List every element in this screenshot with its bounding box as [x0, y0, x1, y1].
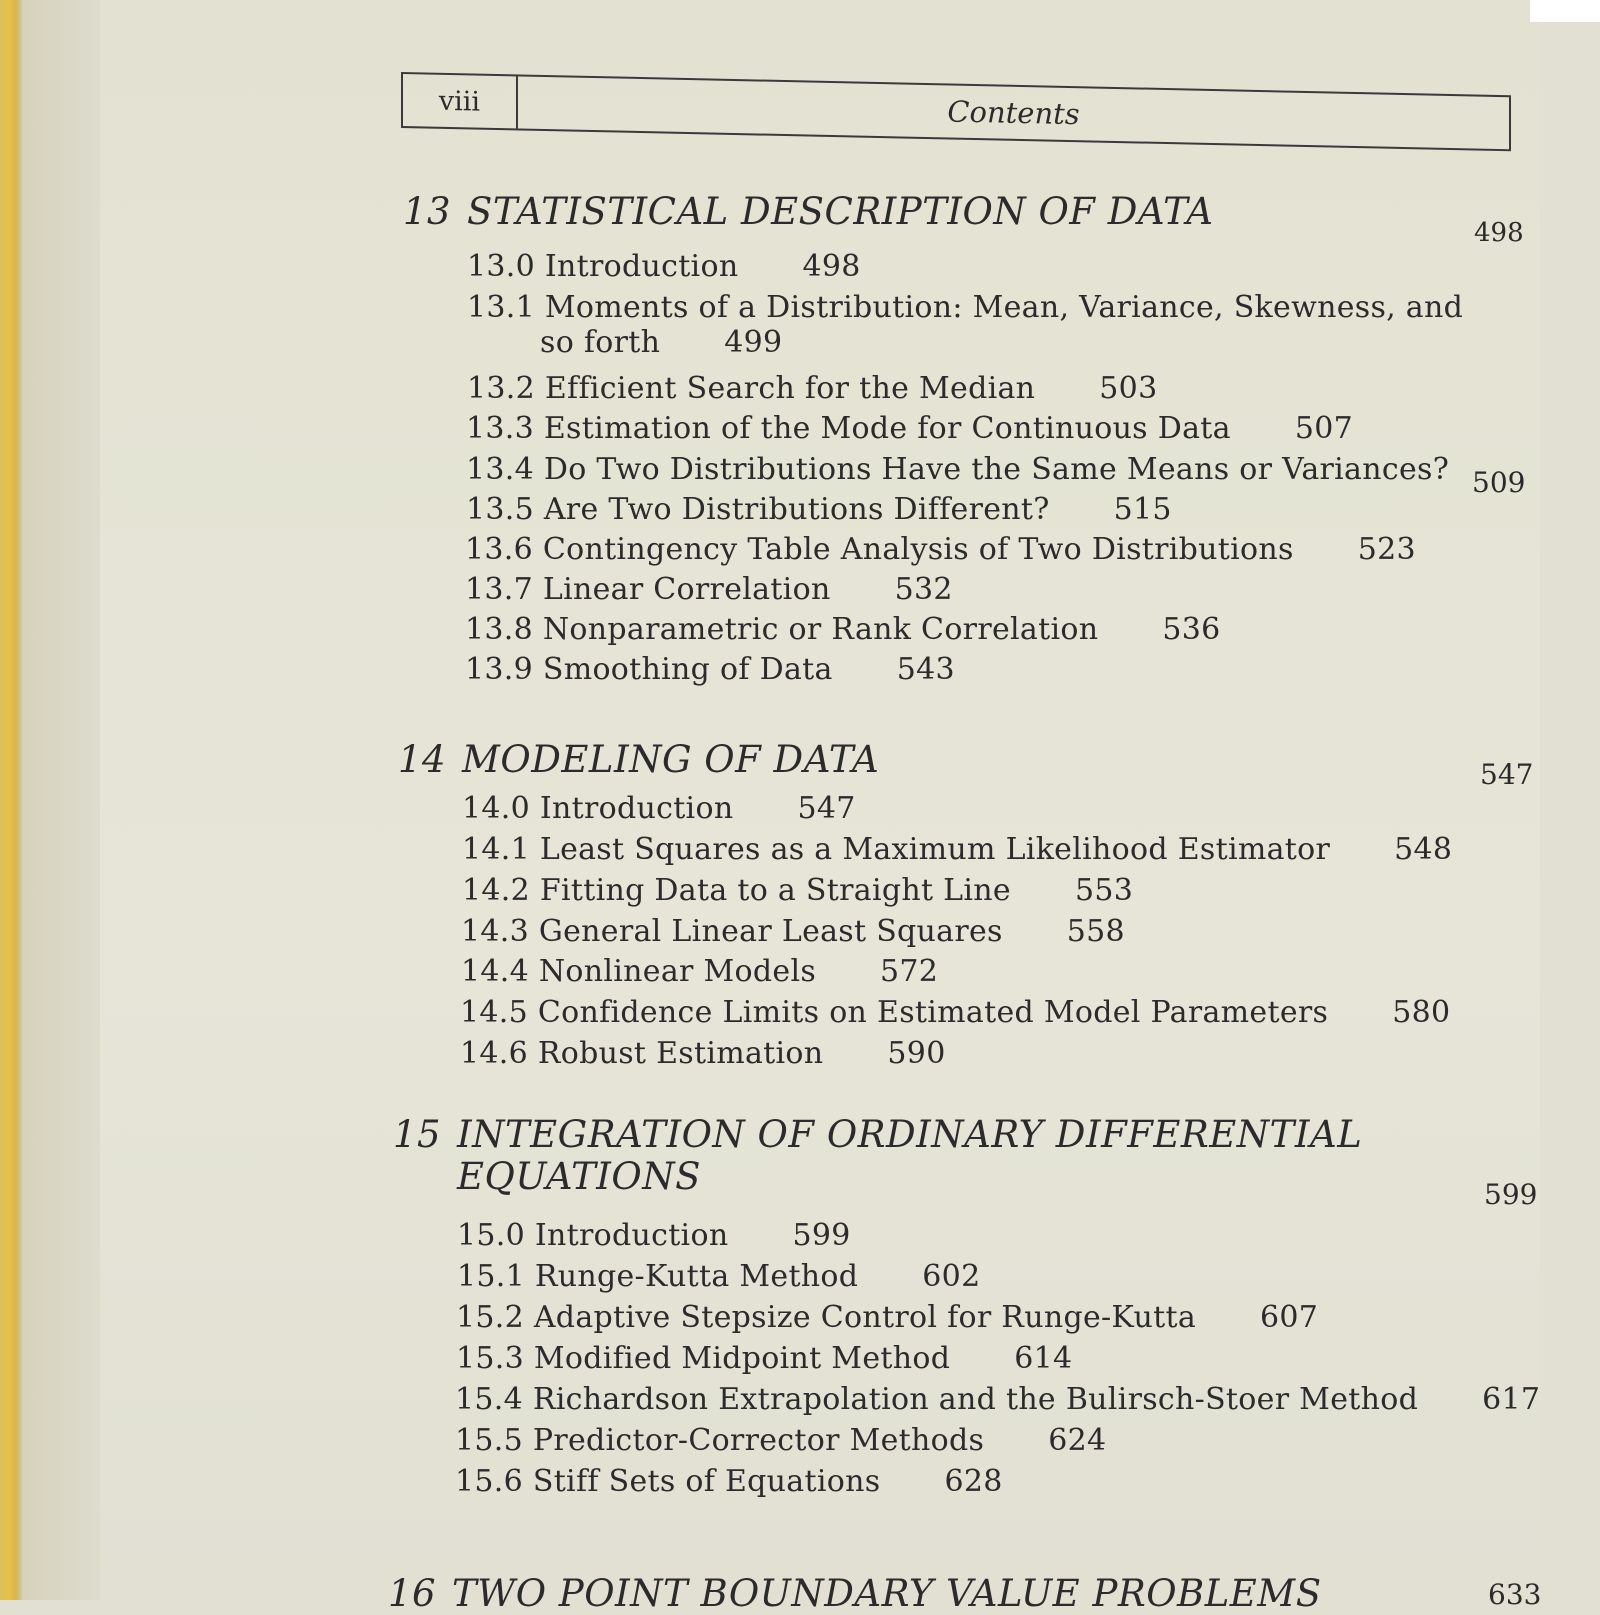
chapter-title: STATISTICAL DESCRIPTION OF DATA	[467, 190, 1214, 233]
toc-entry-15-6: 15.6 Stiff Sets of Equations 628	[455, 1464, 1003, 1499]
toc-entry-14-2: 14.2 Fitting Data to a Straight Line 553	[462, 873, 1134, 908]
chapter-number: 14	[398, 738, 447, 781]
toc-entry-14-3: 14.3 General Linear Least Squares 558	[461, 914, 1125, 949]
toc-entry-13-4: 13.4 Do Two Distributions Have the Same Means or Variances?	[466, 452, 1450, 487]
toc-entry-13-0: 13.0 Introduction 498	[467, 249, 861, 284]
toc-entry-14-0: 14.0 Introduction 547	[462, 791, 856, 826]
chapter-16-page: 633	[1488, 1578, 1542, 1611]
chapter-number: 16	[388, 1572, 437, 1615]
toc-entry-14-5: 14.5 Confidence Limits on Estimated Model Parameters 580	[460, 995, 1451, 1030]
toc-entry-13-7: 13.7 Linear Correlation 532	[465, 572, 953, 607]
toc-entry-14-4: 14.4 Nonlinear Models 572	[461, 954, 939, 989]
chapter-number: 13	[403, 190, 452, 233]
toc-entry-13-5: 13.5 Are Two Distributions Different? 515	[466, 492, 1172, 527]
toc-entry-13-8: 13.8 Nonparametric or Rank Correlation 536	[465, 612, 1221, 647]
chapter-14-page: 547	[1480, 758, 1534, 791]
toc-entry-15-4: 15.4 Richardson Extrapolation and the Bulirsch-Stoer Method 617	[455, 1382, 1541, 1417]
chapter-15-heading	[393, 1114, 1362, 1198]
chapter-title: TWO POINT BOUNDARY VALUE PROBLEMS	[452, 1572, 1322, 1615]
toc-entry-15-5: 15.5 Predictor-Corrector Methods 624	[455, 1423, 1107, 1458]
toc-entry-13-2: 13.2 Efficient Search for the Median 503	[467, 371, 1158, 406]
chapter-15-page: 599	[1484, 1178, 1538, 1211]
light-glare	[1530, 0, 1600, 22]
toc-entry-13-6: 13.6 Contingency Table Analysis of Two Distributions 523	[465, 532, 1416, 567]
chapter-title: INTEGRATION OF ORDINARY DIFFERENTIAL	[457, 1113, 1363, 1156]
chapter-13-heading	[403, 190, 1213, 233]
book-edge	[0, 0, 22, 1600]
toc-entry-15-2: 15.2 Adaptive Stepsize Control for Runge-Kutta 607	[456, 1300, 1319, 1335]
chapter-13-page: 498	[1474, 218, 1524, 248]
chapter-number: 15	[393, 1113, 442, 1156]
chapter-14-heading	[398, 738, 879, 781]
header-title: Contents	[947, 94, 1080, 132]
toc-entry-13-1: 13.1 Moments of a Distribution: Mean, Variance, Skewness, and so forth 499	[467, 290, 1464, 360]
toc-entry-15-0: 15.0 Introduction 599	[457, 1218, 851, 1253]
chapter-16-heading	[388, 1572, 1322, 1615]
toc-entry-14-6: 14.6 Robust Estimation 590	[460, 1036, 946, 1071]
toc-entry-13-9: 13.9 Smoothing of Data 543	[465, 652, 955, 687]
toc-entry-15-1: 15.1 Runge-Kutta Method 602	[457, 1259, 981, 1294]
page-gutter	[22, 0, 100, 1600]
toc-entry-13-3: 13.3 Estimation of the Mode for Continuous Data 507	[466, 411, 1353, 446]
toc-entry-14-1: 14.1 Least Squares as a Maximum Likelihood Estimator 548	[462, 832, 1453, 867]
chapter-title: MODELING OF DATA	[462, 738, 880, 781]
toc-entry-15-3: 15.3 Modified Midpoint Method 614	[456, 1341, 1073, 1376]
toc-entry-13-4-page: 509	[1472, 466, 1526, 499]
header-page-number: viii	[403, 74, 518, 128]
chapter-title-line-2: EQUATIONS	[457, 1155, 701, 1198]
